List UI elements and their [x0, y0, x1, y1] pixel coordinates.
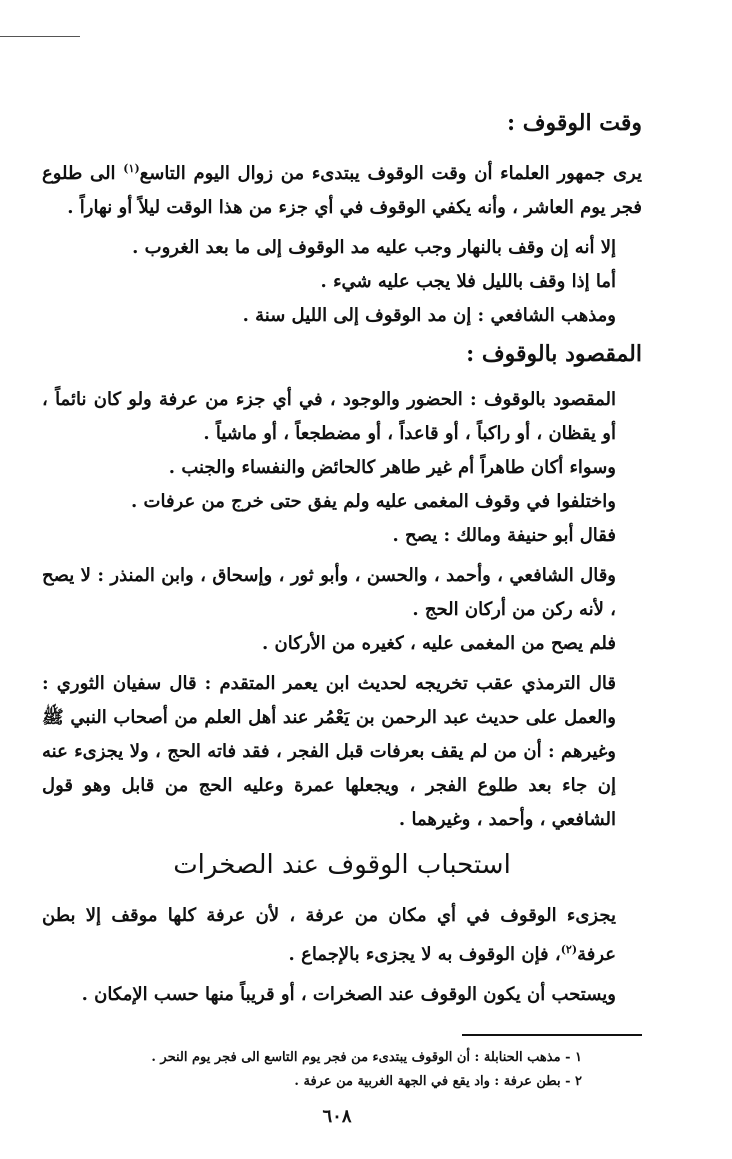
paragraph: قال الترمذي عقب تخريجه لحديث ابن يعمر المتقدم : قال سفيان الثوري : والعمل على حديث عبد الرحمن بن يَعْمُر عند أهل العلم من أصحاب النبي ﷺ وغيرهم : أن من لم يقف بعرفات قبل الفجر ، فقد فاته الحج ، ولا يجزىء عنه إن جاء بعد طلوع الفجر ، ويجعلها عمرة وعليه الحج من قابل وهو قول الشافعي ، وأحمد ، وغيرهما .	[42, 673, 617, 830]
page-number: ٦٠٨	[322, 1106, 352, 1127]
paragraph: أما إذا وقف بالليل فلا يجب عليه شيء .	[320, 271, 616, 292]
footnote-1: ١ - مذهب الحنابلة : أن الوقوف يبتدىء من فجر يوم التاسع الى فجر يوم النحر .	[151, 1050, 582, 1065]
paragraph: إلا أنه إن وقف بالنهار وجب عليه مد الوقوف إلى ما بعد الغروب .	[132, 237, 616, 258]
paragraph	[42, 152, 642, 225]
heading-al-maqsud: المقصود بالوقوف :	[466, 341, 642, 367]
footnote-separator	[462, 1034, 642, 1036]
paragraph-text: يرى جمهور العلماء أن وقت الوقوف يبتدىء من زوال اليوم التاسع	[139, 163, 642, 184]
heading-waqt-al-wuquf: وقت الوقوف :	[506, 110, 642, 136]
book-page	[42, 108, 642, 1127]
paragraph: فلم يصح من المغمى عليه ، كغيره من الأركان .	[262, 633, 616, 654]
paragraph: وسواء أكان طاهراً أم غير طاهر كالحائض والنفساء والجنب .	[168, 457, 616, 478]
footnote-ref-2[interactable]: (٢)	[560, 943, 578, 956]
paragraph: واختلفوا في وقوف المغمى عليه ولم يفق حتى خرج من عرفات .	[130, 491, 616, 512]
paragraph-text: يجزىء الوقوف في أي مكان من عرفة ، لأن عرفة كلها موقف إلا بطن عرفة	[42, 905, 616, 965]
paragraph-text: الى طلوع فجر يوم العاشر ، وأنه يكفي الوقوف في أي جزء من هذا الوقت ليلاً أو نهاراً .	[42, 163, 642, 218]
paragraph: ويستحب أن يكون الوقوف عند الصخرات ، أو قريباً منها حسب الإمكان .	[81, 984, 616, 1005]
footnote-2: ٢ - بطن عرفة : واد يقع في الجهة الغربية من عرفة .	[294, 1074, 582, 1089]
paragraph-text: ، فإن الوقوف به لا يجزىء بالإجماع .	[288, 944, 561, 965]
paragraph: ومذهب الشافعي : إن مد الوقوف إلى الليل سنة .	[242, 305, 616, 326]
paragraph: وقال الشافعي ، وأحمد ، والحسن ، وأبو ثور ، وإسحاق ، وابن المنذر : لا يصح ، لأنه ركن من أركان الحج .	[42, 565, 616, 620]
paragraph: فقال أبو حنيفة ومالك : يصح .	[392, 525, 616, 546]
top-margin-rule	[0, 36, 80, 37]
paragraph: المقصود بالوقوف : الحضور والوجود ، في أي جزء من عرفة ولو كان نائماً ، أو يقظان ، أو راكباً ، أو قاعداً ، أو مضطجعاً ، أو ماشياً .	[42, 389, 616, 444]
section-title-sakhrat: استحباب الوقوف عند الصخرات	[173, 850, 511, 880]
paragraph	[42, 899, 642, 972]
footnote-ref-1[interactable]: (١)	[123, 162, 140, 175]
